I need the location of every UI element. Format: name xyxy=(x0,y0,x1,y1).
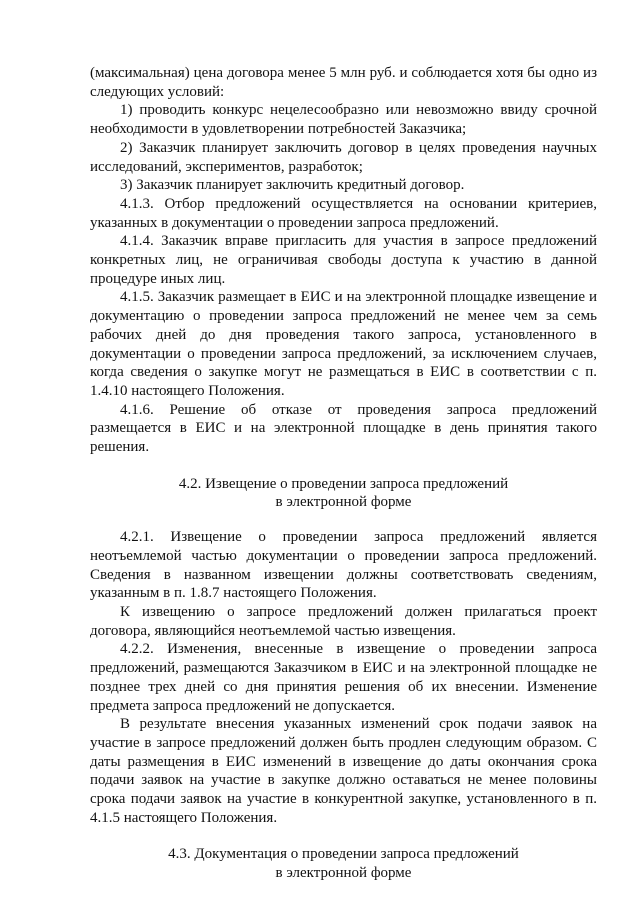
clause-4-1-5: 4.1.5. Заказчик размещает в ЕИС и на электронной площадке извещение и документацию о проведении запроса предложений не менее чем за семь рабочих дней до дня проведения такого запроса, установленного в документации о проведении запроса предложений, за исключением случаев, когда сведения о закупке могут не размещаться в ЕИС в соответствии с п. 1.4.10 настоящего Положения. xyxy=(90,289,597,399)
document-body xyxy=(90,64,597,883)
paragraph-deadline-extension: В результате внесения указанных изменений срок подачи заявок на участие в запросе предложений должен быть продлен следующим образом. С даты размещения в ЕИС изменений в извещение до даты окончания срока подачи заявок на участие в закупке должно оставаться не менее половины срока подачи заявок на участие в конкурентной закупке, установленного в п. 4.1.5 настоящего Положения. xyxy=(90,716,597,826)
condition-item-1: 1) проводить конкурс нецелесообразно или невозможно ввиду срочной необходимости в удовлетворении потребностей Заказчика; xyxy=(90,102,597,138)
section-spacer xyxy=(90,827,597,845)
paragraph-draft-contract: К извещению о запросе предложений должен прилагаться проект договора, являющийся неотъемлемой частью извещения. xyxy=(90,603,597,639)
section-heading-4-3-line2: в электронной форме xyxy=(275,865,412,882)
clause-4-2-2: 4.2.2. Изменения, внесенные в извещение о проведении запроса предложений, размещаются Заказчиком в ЕИС и на электронной площадке не позднее трех дней со дня принятия решения об их внесении. Изменение предмета запроса предложений не допускается. xyxy=(90,641,597,714)
clause-4-1-3: 4.1.3. Отбор предложений осуществляется на основании критериев, указанных в документации о проведении запроса предложений. xyxy=(90,195,597,231)
section-heading-4-2: 4.2. Извещение о проведении запроса предложений xyxy=(178,475,509,492)
condition-item-2: 2) Заказчик планирует заключить договор в целях проведения научных исследований, экспериментов, разработок; xyxy=(90,139,597,175)
condition-item-3: 3) Заказчик планирует заключить кредитный договор. xyxy=(120,177,465,194)
section-heading-4-2-line2: в электронной форме xyxy=(275,494,412,511)
section-heading-4-3: 4.3. Документация о проведении запроса предложений xyxy=(168,846,519,863)
clause-4-1-4: 4.1.4. Заказчик вправе пригласить для участия в запросе предложений конкретных лиц, не ограничивая свободы доступа к участию в данной процедуре иных лиц. xyxy=(90,233,597,287)
section-spacer xyxy=(90,512,597,528)
paragraph-continuation: (максимальная) цена договора менее 5 млн руб. и соблюдается хотя бы одно из следующих условий: xyxy=(90,65,597,100)
section-spacer xyxy=(90,457,597,475)
clause-4-1-6: 4.1.6. Решение об отказе от проведения запроса предложений размещается в ЕИС и на электронной площадке в день принятия такого решения. xyxy=(90,401,597,456)
clause-4-2-1: 4.2.1. Извещение о проведении запроса предложений является неотъемлемой частью документации о проведении запроса предложений. Сведения в названном извещении должны соответствовать сведениям, указанным в п. 1.8.7 настоящего Положения. xyxy=(90,529,597,602)
